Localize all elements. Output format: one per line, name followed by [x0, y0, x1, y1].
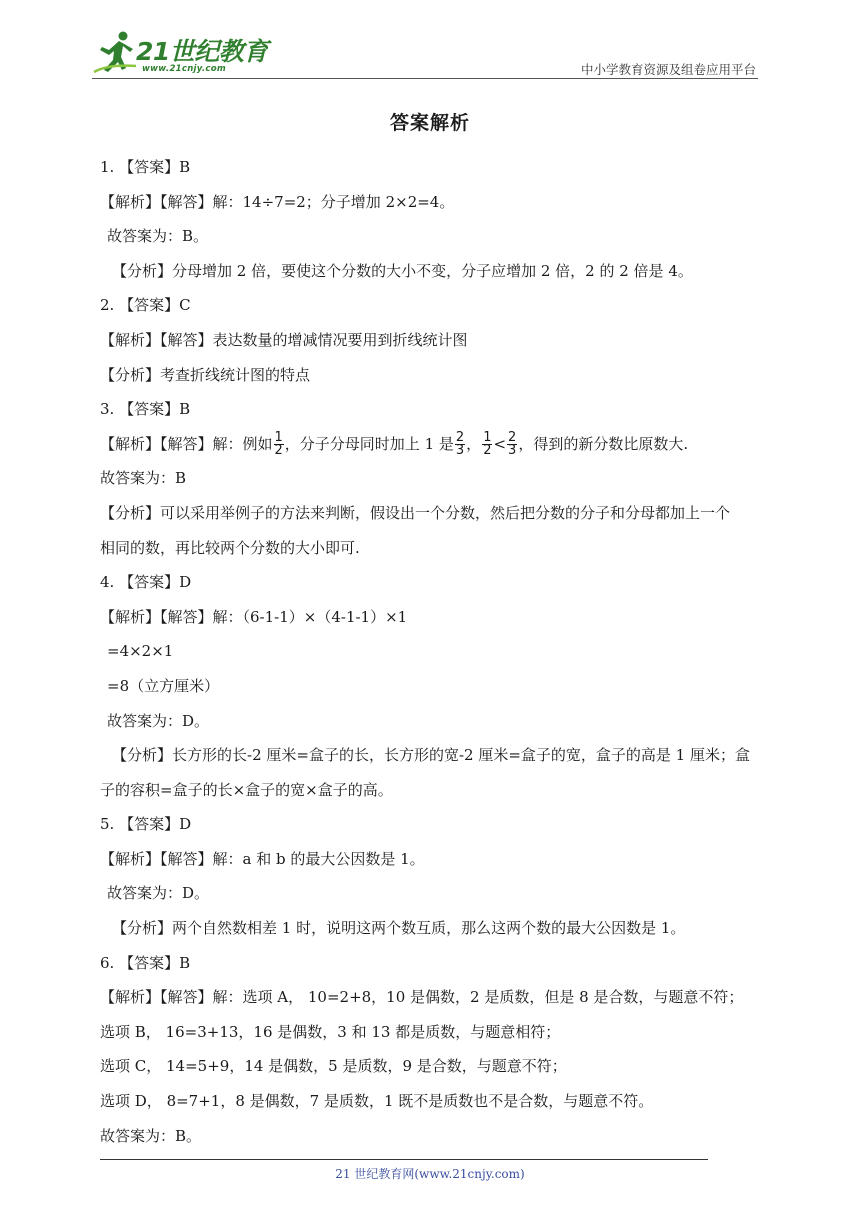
answer-line — [100, 704, 765, 739]
fraction — [455, 432, 465, 457]
answer-line — [100, 254, 765, 289]
answer-line — [100, 323, 765, 358]
page-header — [0, 0, 860, 82]
line-text: 1. 【答案】B — [100, 158, 191, 176]
answer-line — [100, 876, 765, 911]
line-text: 故答案为：B — [100, 469, 187, 488]
answer-line — [100, 738, 765, 773]
answer-line — [100, 911, 765, 946]
runner-logo-icon — [92, 30, 138, 74]
answer-line — [100, 185, 765, 220]
line-text: 故答案为：D。 — [107, 884, 210, 903]
answer-line — [100, 842, 765, 877]
answer-line — [100, 531, 765, 566]
line-text: 【解析】【解答】表达数量的增减情况要用到折线统计图 — [100, 330, 468, 349]
answer-line — [100, 946, 765, 981]
line-text: < — [493, 434, 507, 453]
answer-line — [100, 980, 765, 1015]
answer-line — [100, 150, 765, 185]
fraction-numerator: 2 — [455, 430, 465, 446]
line-text: 6. 【答案】B — [100, 953, 191, 972]
fraction-numerator: 1 — [274, 430, 283, 446]
footer-source[interactable]: 21 世纪教育网(www.21cnjy.com) — [335, 1167, 525, 1181]
fraction — [507, 432, 517, 457]
answer-body — [100, 150, 765, 1153]
line-text: 【解析】【解答】解：例如 — [100, 434, 273, 453]
logo-text: 21世纪教育 — [136, 37, 268, 66]
footer-divider — [100, 1159, 708, 1160]
line-text: ，得到的新分数比原数大. — [518, 434, 689, 453]
header-divider — [92, 78, 758, 79]
line-text: 【分析】长方形的长-2 厘米=盒子的长，长方形的宽-2 厘米=盒子的宽，盒子的高是 1 厘米；盒 — [112, 746, 750, 765]
line-text: 【分析】考查折线统计图的特点 — [100, 365, 311, 384]
line-text: 【分析】两个自然数相差 1 时，说明这两个数互质，那么这两个数的最大公因数是 1。 — [112, 919, 686, 938]
answer-line — [100, 496, 765, 531]
line-text: 【解析】【解答】解：选项 A， 10=2+8，10 是偶数，2 是质数，但是 8 是合数，与题意不符； — [100, 988, 744, 1007]
answer-line — [100, 600, 765, 635]
platform-name: 中小学教育资源及组卷应用平台 — [580, 62, 756, 77]
site-logo[interactable] — [92, 30, 268, 78]
line-text: ， — [466, 434, 482, 453]
logo-url: www.21cnjy.com — [142, 64, 226, 74]
answer-line — [100, 1049, 765, 1084]
answer-line — [100, 634, 765, 669]
answer-line — [100, 392, 765, 427]
answer-line — [100, 773, 765, 808]
line-text: 相同的数，再比较两个分数的大小即可. — [100, 538, 360, 557]
line-text: 选项 C， 14=5+9，14 是偶数，5 是质数，9 是合数，与题意不符； — [100, 1057, 567, 1076]
line-text: 选项 D， 8=7+1，8 是偶数，7 是质数，1 既不是质数也不是合数，与题意不符。 — [100, 1092, 654, 1111]
fraction-denominator: 3 — [455, 443, 465, 459]
answer-line — [100, 288, 765, 323]
fraction — [274, 432, 284, 457]
answer-line — [100, 565, 765, 600]
line-text: 故答案为：D。 — [107, 711, 210, 730]
fraction-numerator: 2 — [508, 430, 517, 446]
answer-line — [100, 461, 765, 496]
line-text: =4×2×1 — [107, 642, 174, 661]
answer-line — [100, 1015, 765, 1050]
line-text: 3. 【答案】B — [100, 400, 191, 419]
line-text: 选项 B， 16=3+13，16 是偶数，3 和 13 都是质数，与题意相符； — [100, 1022, 561, 1041]
answer-line — [100, 807, 765, 842]
answer-line — [100, 427, 765, 462]
answer-line — [100, 1119, 765, 1154]
answer-line — [100, 1084, 765, 1119]
page-title: 答案解析 — [389, 112, 470, 134]
line-text: 子的容积=盒子的长×盒子的宽×盒子的高。 — [100, 780, 393, 799]
answer-line — [100, 219, 765, 254]
line-text: 【解析】【解答】解：14÷7=2；分子增加 2×2=4。 — [100, 192, 455, 211]
line-text: 故答案为：B。 — [100, 1126, 202, 1145]
fraction-denominator: 2 — [274, 443, 283, 459]
line-text: 5. 【答案】D — [100, 815, 192, 834]
line-text: =8（立方厘米） — [107, 676, 220, 695]
line-text: 【分析】可以采用举例子的方法来判断，假设出一个分数，然后把分数的分子和分母都加上一个 — [100, 503, 731, 522]
line-text: 2. 【答案】C — [100, 296, 191, 315]
fraction — [482, 432, 492, 457]
line-text: 【解析】【解答】解：（6-1-1）×（4-1-1）×1 — [100, 607, 408, 626]
line-text: 【解析】【解答】解：a 和 b 的最大公因数是 1。 — [100, 849, 425, 868]
answer-line — [100, 358, 765, 393]
fraction-numerator: 1 — [483, 430, 492, 446]
answer-line — [100, 669, 765, 704]
line-text: ，分子分母同时加上 1 是 — [284, 434, 454, 453]
fraction-denominator: 3 — [508, 443, 517, 459]
fraction-denominator: 2 — [483, 443, 492, 459]
line-text: 【分析】分母增加 2 倍，要使这个分数的大小不变，分子应增加 2 倍，2 的 2 倍是 4。 — [112, 261, 693, 280]
line-text: 4. 【答案】D — [100, 573, 192, 592]
line-text: 故答案为：B。 — [107, 227, 209, 246]
